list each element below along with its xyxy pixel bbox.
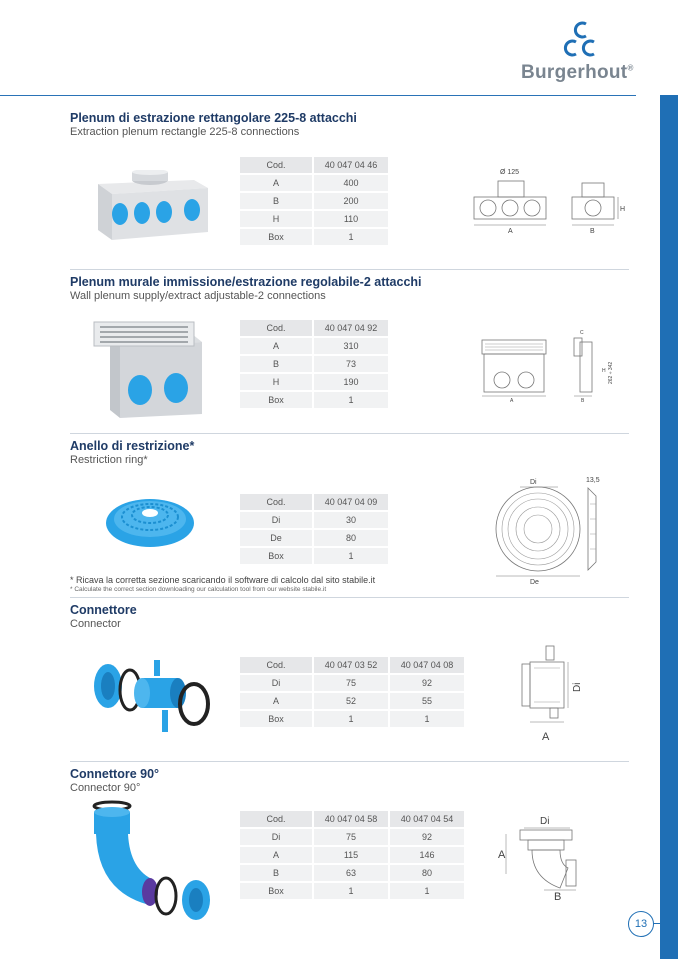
table-row: Di 75 92 — [240, 675, 464, 691]
svg-text:A: A — [508, 228, 513, 235]
table-row: A 115 146 — [240, 847, 464, 863]
spec-table: Cod. 40 047 04 46 A 400 B 200 H 110 Box 1 — [238, 155, 390, 247]
svg-text:A: A — [542, 731, 550, 743]
header-rule — [0, 95, 636, 96]
technical-drawing — [470, 165, 630, 237]
table-row: H 110 — [240, 211, 388, 227]
table-row: Box 1 1 — [240, 711, 464, 727]
spec-table: Cod. 40 047 04 09 Di 30 De 80 Box 1 — [238, 492, 390, 566]
connector-90-image — [82, 800, 218, 924]
wall-plenum-image — [92, 316, 204, 418]
table-row: Di 30 — [240, 512, 388, 528]
svg-text:Di: Di — [530, 479, 537, 486]
svg-text:B: B — [581, 398, 585, 402]
svg-text:C: C — [580, 330, 584, 336]
table-row: Di 75 92 — [240, 829, 464, 845]
page-number-connector — [653, 923, 661, 924]
svg-text:B: B — [590, 228, 595, 235]
restriction-ring-image — [104, 493, 196, 551]
side-accent-bar — [660, 95, 678, 959]
svg-text:H: H — [620, 206, 626, 213]
table-row: H 190 — [240, 374, 388, 390]
section-subtitle: Wall plenum supply/extract adjustable-2 connections — [70, 290, 326, 302]
technical-drawing — [490, 474, 606, 586]
table-row: A 400 — [240, 175, 388, 191]
technical-drawing — [494, 812, 590, 904]
svg-text:Di: Di — [572, 682, 583, 692]
page-number: 13 — [628, 911, 654, 937]
svg-text:13,5: 13,5 — [586, 477, 600, 484]
section-subtitle: Connector 90° — [70, 782, 141, 794]
spec-table: Cod. 40 047 04 92 A 310 B 73 H 190 Box 1 — [238, 318, 390, 410]
spec-table: Cod. 40 047 04 58 40 047 04 54 Di 75 92 A 115 146 B 63 80 Box 1 1 — [238, 809, 466, 901]
footnote-it: * Ricava la corretta sezione scaricando il software di calcolo dal sito stabile.it — [70, 575, 376, 585]
table-row: Box 1 — [240, 229, 388, 245]
table-row: De 80 — [240, 530, 388, 546]
section-subtitle: Extraction plenum rectangle 225-8 connections — [70, 126, 300, 138]
table-row: B 200 — [240, 193, 388, 209]
svg-text:B: B — [554, 891, 562, 903]
table-row: Box 1 1 — [240, 883, 464, 899]
table-row: A 310 — [240, 338, 388, 354]
table-row: A 52 55 — [240, 693, 464, 709]
svg-text:De: De — [530, 579, 539, 586]
brand-name: Burgerhout® — [521, 62, 634, 83]
section-title: Connettore — [70, 603, 137, 617]
section-divider — [70, 597, 629, 598]
connector-image — [88, 650, 212, 742]
section-title: Anello di restrizione* — [70, 439, 195, 453]
table-row: Box 1 — [240, 548, 388, 564]
spec-table: Cod. 40 047 03 52 40 047 04 08 Di 75 92 A 52 55 Box 1 1 — [238, 655, 466, 729]
section-subtitle: Connector — [70, 618, 121, 630]
section-subtitle: Restriction ring* — [70, 454, 148, 466]
extraction-plenum-image — [94, 170, 212, 242]
section-title: Plenum di estrazione rettangolare 225-8 attacchi — [70, 111, 357, 125]
section-divider — [70, 269, 629, 270]
technical-drawing — [510, 638, 586, 744]
section-divider — [70, 761, 629, 762]
table-row: B 63 80 — [240, 865, 464, 881]
section-title: Plenum murale immissione/estrazione regolabile-2 attacchi — [70, 275, 422, 289]
footnote-en: * Calculate the correct section downloading our calculation tool from our website stabile.it — [70, 586, 327, 593]
svg-text:A: A — [498, 849, 506, 861]
svg-text:A: A — [510, 398, 514, 402]
table-row: Box 1 — [240, 392, 388, 408]
svg-text:Di: Di — [540, 816, 550, 827]
section-title: Connettore 90° — [70, 767, 160, 781]
section-divider — [70, 433, 629, 434]
svg-text:262 ÷ 342: 262 ÷ 342 — [608, 361, 614, 384]
svg-text:H: H — [602, 368, 606, 374]
technical-drawing — [476, 328, 626, 402]
burgerhout-logo-icon — [556, 20, 604, 60]
svg-text:Ø 125: Ø 125 — [500, 169, 520, 176]
table-row: B 73 — [240, 356, 388, 372]
